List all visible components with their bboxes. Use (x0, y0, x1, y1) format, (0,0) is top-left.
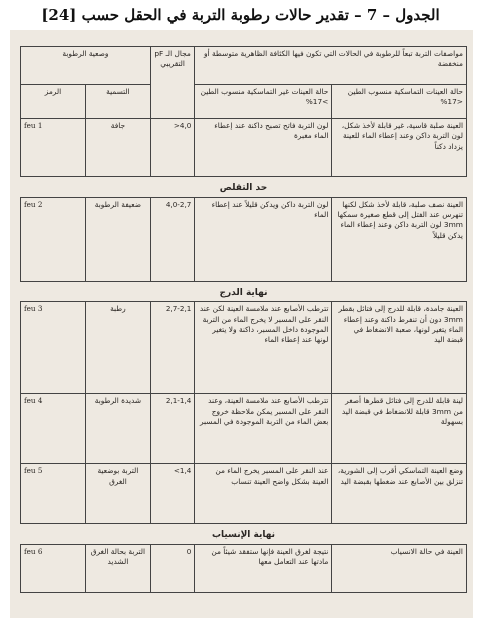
cell-range: 0 (150, 544, 194, 592)
cell-range: 2,7-2,1 (150, 302, 194, 394)
cell-name: التربة بوضعية الغرق (85, 464, 150, 524)
cell-symbol: feu 3 (21, 302, 86, 394)
cell-light: لون التربة داكن ويدكن قليلاً عند إعطاء الماء (195, 197, 332, 281)
cell-heavy: وضع العينة التماسكي أقرب إلى الشورية، تنزلق بين الأصابع عند ضغطها بقبضة اليد (332, 464, 467, 524)
table-caption: الجدول – 7 – تقدير حالات رطوبة التربة في الحقل حسب [24] (41, 6, 440, 24)
table-row (21, 464, 467, 524)
cell-heavy: العينة نصف صلبة، قابلة لأخذ شكل لكنها تنهرس عند الفتل إلى قطع صغيرة سمكها 3mm لون التربة داكن وعند إعطاء الماء يدكن قليلاً (332, 197, 467, 281)
header-heavy-soils: حالة العينات التماسكية منسوب الطين <17% (332, 85, 467, 119)
soil-moisture-table (20, 46, 467, 593)
section-row (21, 281, 467, 302)
cell-heavy: العينة صلبة قاسية، غير قابلة لأخذ شكل، لون التربة داكن وعند إعطاء الماء للعينة يزداد دكناً (332, 119, 467, 177)
cell-range: <1,4 (150, 464, 194, 524)
table-row (21, 197, 467, 281)
table-subheader-row (21, 85, 467, 119)
header-light-soils: حالة العينات غير التماسكية منسوب الطين >17% (195, 85, 332, 119)
table-row (21, 544, 467, 592)
cell-symbol: feu 1 (21, 119, 86, 177)
header-physical-state: مواصفات التربة تبعاً للرطوبة في الحالات التي تكون فيها الكثافة الظاهرية متوسطة أو منخفضة (195, 47, 467, 85)
section-label-shrinkage: حد التقلص (21, 177, 467, 198)
cell-name: جافة (85, 119, 150, 177)
section-label-liquid: نهاية الإنسياب (21, 524, 467, 545)
cell-light: لون التربة فاتح تصبح داكنة عند إعطاء الماء مغبرة (195, 119, 332, 177)
cell-range: 2,1-1,4 (150, 394, 194, 464)
cell-light: عند النقر على المسبر يخرج الماء من العينة بشكل واضح العينة تنساب (195, 464, 332, 524)
cell-range: >4,0 (150, 119, 194, 177)
table-row (21, 394, 467, 464)
header-approx-range: مجال الـ pF التقريبي (150, 47, 194, 119)
cell-symbol: feu 5 (21, 464, 86, 524)
header-symbol: الرمز (21, 85, 86, 119)
cell-name: رطبة (85, 302, 150, 394)
scanned-table-page (10, 30, 473, 618)
header-rep-state: وصعية الرطوبة (21, 47, 151, 85)
section-label-plastic: نهاية الدرج (21, 281, 467, 302)
cell-range: 4,0-2,7 (150, 197, 194, 281)
section-row (21, 177, 467, 198)
cell-symbol: feu 4 (21, 394, 86, 464)
cell-light: تترطب الأصابع عند ملامسة العينة لكن عند النقر على المسبر لا يخرج الماء من التربة الموجودة داخل المسبر، داكنة ولا يتغير لونها عند إعطاء الماء (195, 302, 332, 394)
table-row (21, 302, 467, 394)
header-name: التسمية (85, 85, 150, 119)
table-header-row (21, 47, 467, 85)
cell-symbol: feu 6 (21, 544, 86, 592)
cell-symbol: feu 2 (21, 197, 86, 281)
cell-heavy: لينة قابلة للدرج إلى فتائل قطرها أصغر من 3mm قابلة للانضغاط في قبضة اليد بسهولة (332, 394, 467, 464)
table-row (21, 119, 467, 177)
cell-heavy: العينة جامدة، قابلة للدرج إلى فتائل بقطر 3mm دون أن تنفرط داكنة وعند إعطاء الماء يتغير لونها، صعبة الانضغاط في قبضة اليد (332, 302, 467, 394)
cell-light: نتيجة لغرق العينة فإنها ستفقد شيئاً من مادتها عند التعامل معها (195, 544, 332, 592)
cell-name: ضعيفة الرطوبة (85, 197, 150, 281)
cell-heavy: العينة في حالة الانسياب (332, 544, 467, 592)
section-row (21, 524, 467, 545)
cell-light: تترطب الأصابع عند ملامسة العينة، وعند النقر على المسبر يمكن ملاحظة خروج بعض الماء من التربة الموجودة في المسبر (195, 394, 332, 464)
cell-name: شديدة الرطوبة (85, 394, 150, 464)
cell-name: التربة بحالة الغرق الشديد (85, 544, 150, 592)
